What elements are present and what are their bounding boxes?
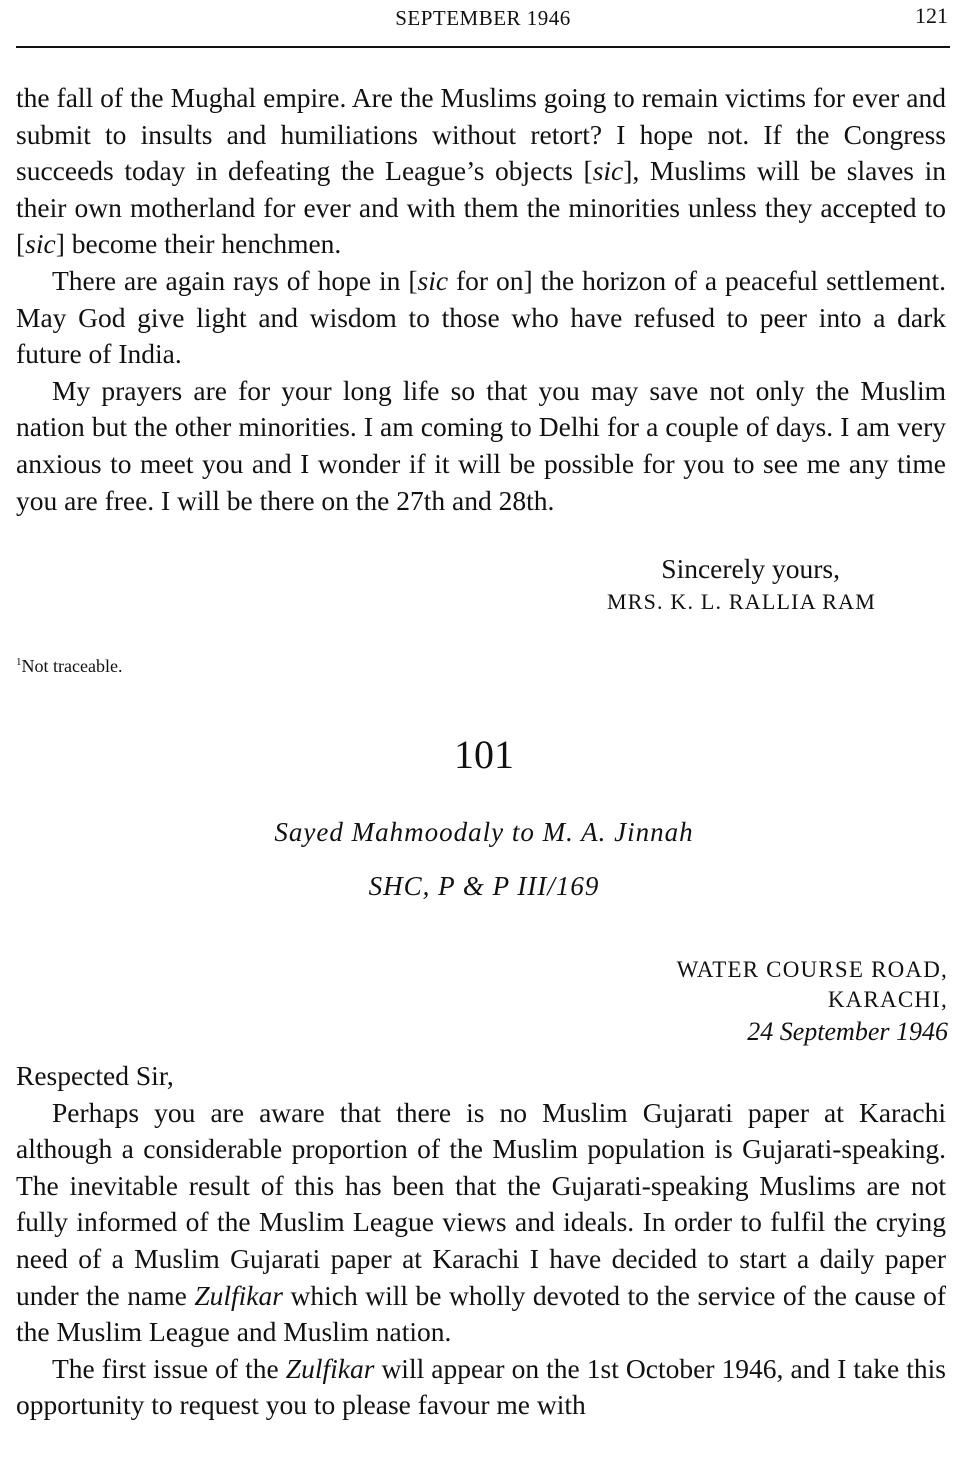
letter2-body	[16, 1058, 946, 1424]
running-header-title: SEPTEMBER 1946	[395, 6, 571, 30]
letter1-paragraph-2: There are again rays of hope in [sic for on] the horizon of a peaceful settlement. May God give light and wisdom to those who have refused to peer into a dark future of India.	[16, 264, 946, 370]
document-number: 101	[454, 732, 514, 777]
sender-address	[677, 955, 948, 1049]
complimentary-close: Sincerely yours,	[661, 553, 840, 584]
newspaper-name: Zulfikar	[285, 1352, 375, 1384]
signature: MRS. K. L. RALLIA RAM	[606, 589, 876, 614]
running-header	[16, 4, 950, 34]
page-number: 121	[915, 3, 948, 28]
letter2-paragraph-1: Perhaps you are aware that there is no Muslim Gujarati paper at Karachi although a considerable proportion of the Muslim population is Gujarati-speaking. The inevitable result of this has been that the Gujarati-speaking Muslims are not fully informed of the Muslim League views and ideals. In order to fulfil the crying need of a Muslim Gujarati paper at Karachi I have decided to start a daily paper under the name Zulfikar which will be wholly devoted to the service of the cause of the Muslim League and Muslim nation.	[16, 1096, 946, 1348]
document-title: Sayed Mahmoodaly to M. A. Jinnah	[274, 817, 694, 847]
footnote-marker: 1	[16, 656, 22, 668]
letter2-paragraph-2: The first issue of the Zulfikar will appear on the 1st October 1946, and I take this opportunity to request you to please favour me with	[16, 1352, 946, 1421]
sic-marker: sic	[592, 155, 624, 187]
address-line-1: WATER COURSE ROAD,	[676, 957, 948, 982]
header-rule	[16, 46, 950, 48]
sic-marker: sic	[417, 264, 449, 296]
sic-marker: sic	[25, 228, 56, 260]
footnote-text: Not traceable.	[21, 656, 123, 676]
footnote	[16, 650, 122, 678]
document-reference: SHC, P & P III/169	[368, 871, 600, 901]
address-line-2: KARACHI,	[827, 987, 948, 1012]
letter-date: 24 September 1946	[747, 1017, 948, 1046]
salutation: Respected Sir,	[16, 1060, 174, 1091]
letter1-paragraph-1: the fall of the Mughal empire. Are the Muslims going to remain victims for ever and submit to insults and humiliations without retort? I hope not. If the Congress succeeds today in defeating the League’s objects [sic], Muslims will be slaves in their own motherland for ever and with them the minorities unless they accepted to [sic] become their henchmen.	[16, 82, 946, 260]
letter1-body	[16, 80, 946, 519]
newspaper-name: Zulfikar	[194, 1279, 283, 1311]
letter1-closing	[16, 551, 876, 617]
letter1-paragraph-3: My prayers are for your long life so that you may save not only the Muslim nation but the other minorities. I am coming to Delhi for a couple of days. I am very anxious to meet you and I wonder if it will be possible for you to see me any time you are free. I will be there on the 27th and 28th.	[16, 374, 946, 516]
